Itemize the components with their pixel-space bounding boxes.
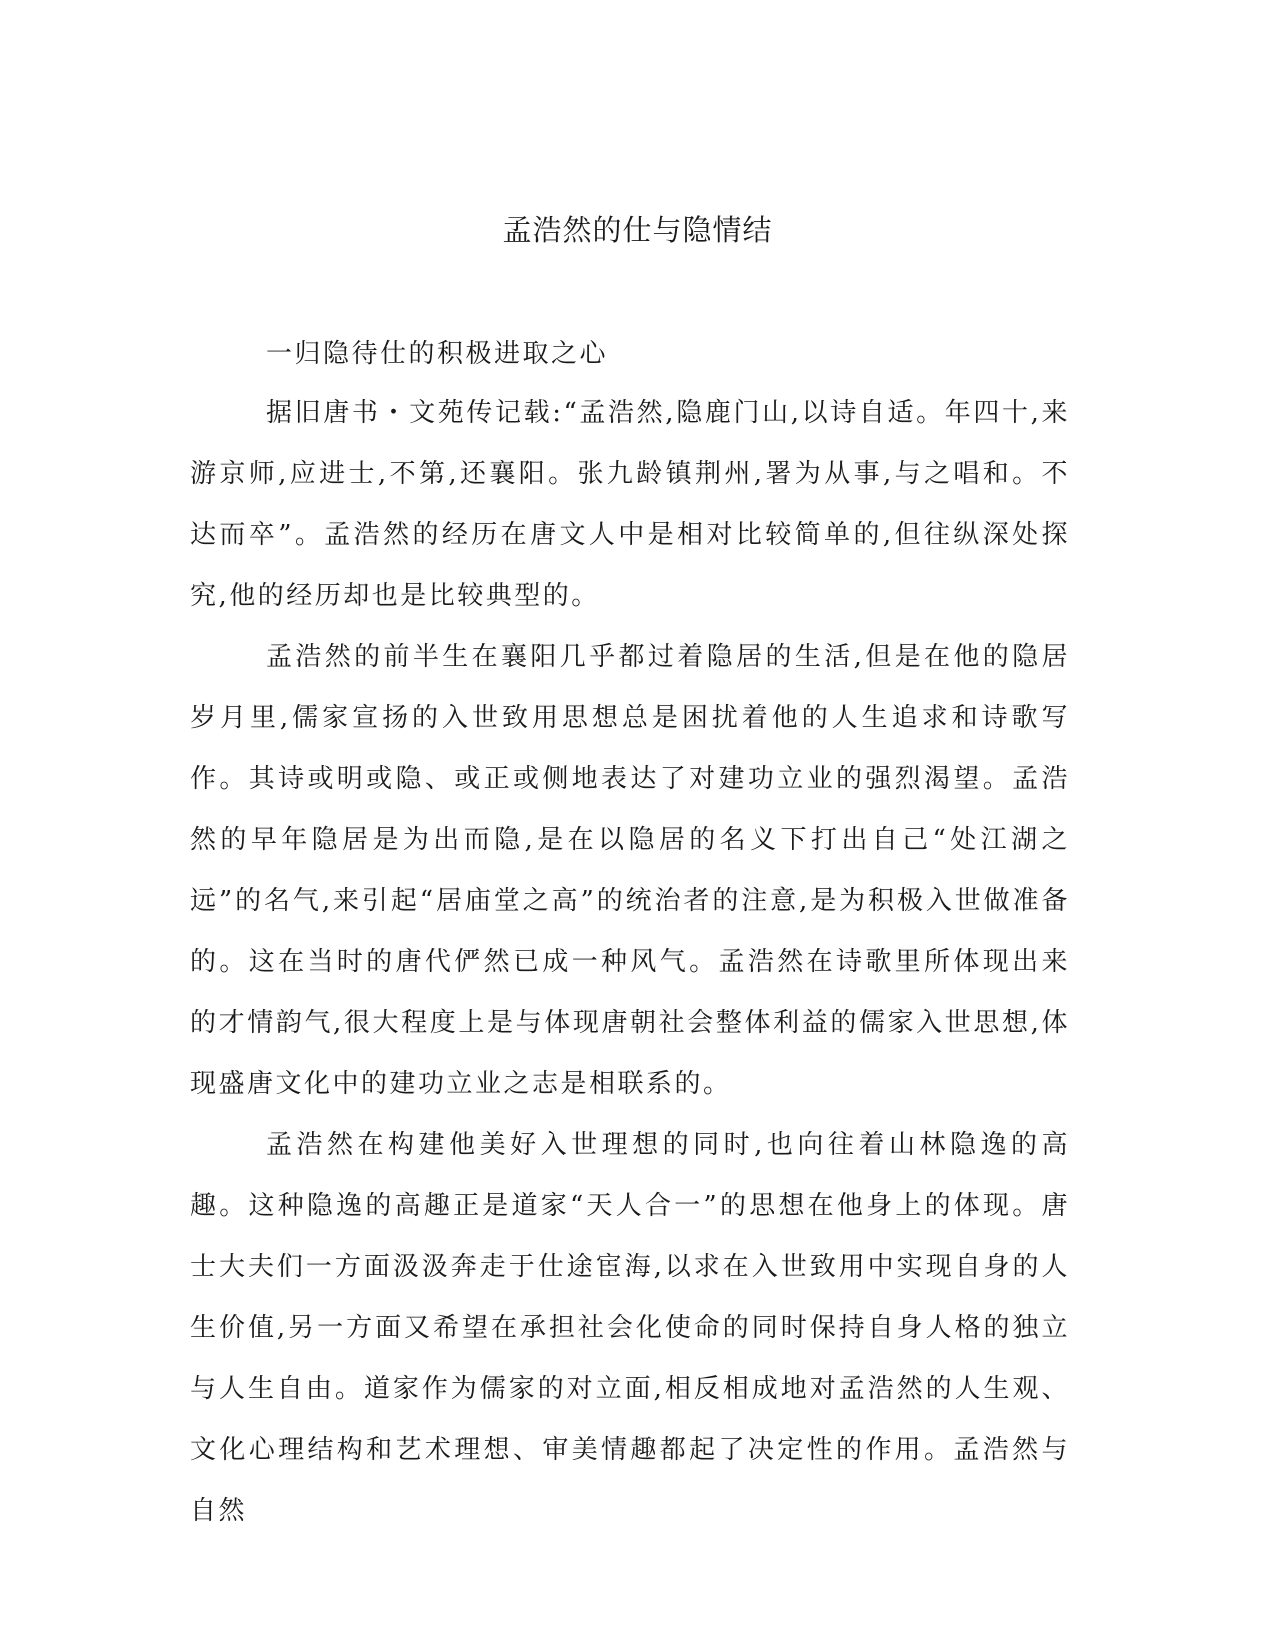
paragraph-3: 孟浩然在构建他美好入世理想的同时,也向往着山林隐逸的高趣。这种隐逸的高趣正是道家“天人合一”的思想在他身上的体现。唐士大夫们一方面汲汲奔走于仕途宦海,以求在入世致用中实现自身的人生价值,另一方面又希望在承担社会化使命的同时保持自身人格的独立与人生自由。道家作为儒家的对立面,相反相成地对孟浩然的人生观、文化心理结构和艺术理想、审美情趣都起了决定性的作用。孟浩然与自然 xyxy=(190,1130,1070,1526)
document-body xyxy=(190,328,1070,1542)
page-title: 孟浩然的仕与隐情结 xyxy=(502,213,773,247)
paragraph-2: 孟浩然的前半生在襄阳几乎都过着隐居的生活,但是在他的隐居岁月里,儒家宣扬的入世致用思想总是困扰着他的人生追求和诗歌写作。其诗或明或隐、或正或侧地表达了对建功立业的强烈渴望。孟浩然的早年隐居是为出而隐,是在以隐居的名义下打出自己“处江湖之远”的名气,来引起“居庙堂之高”的统治者的注意,是为积极入世做准备的。这在当时的唐代俨然已成一种风气。孟浩然在诗歌里所体现出来的才情韵气,很大程度上是与体现唐朝社会整体利益的儒家入世思想,体现盛唐文化中的建功立业之志是相联系的。 xyxy=(190,642,1070,1099)
paragraph-1: 据旧唐书・文苑传记载:“孟浩然,隐鹿门山,以诗自适。年四十,来游京师,应进士,不第,还襄阳。张九龄镇荆州,署为从事,与之唱和。不达而卒”。孟浩然的经历在唐文人中是相对比较简单的,但往纵深处探究,他的经历却也是比较典型的。 xyxy=(190,398,1070,611)
section-heading: 一归隐待仕的积极进取之心 xyxy=(266,339,609,369)
